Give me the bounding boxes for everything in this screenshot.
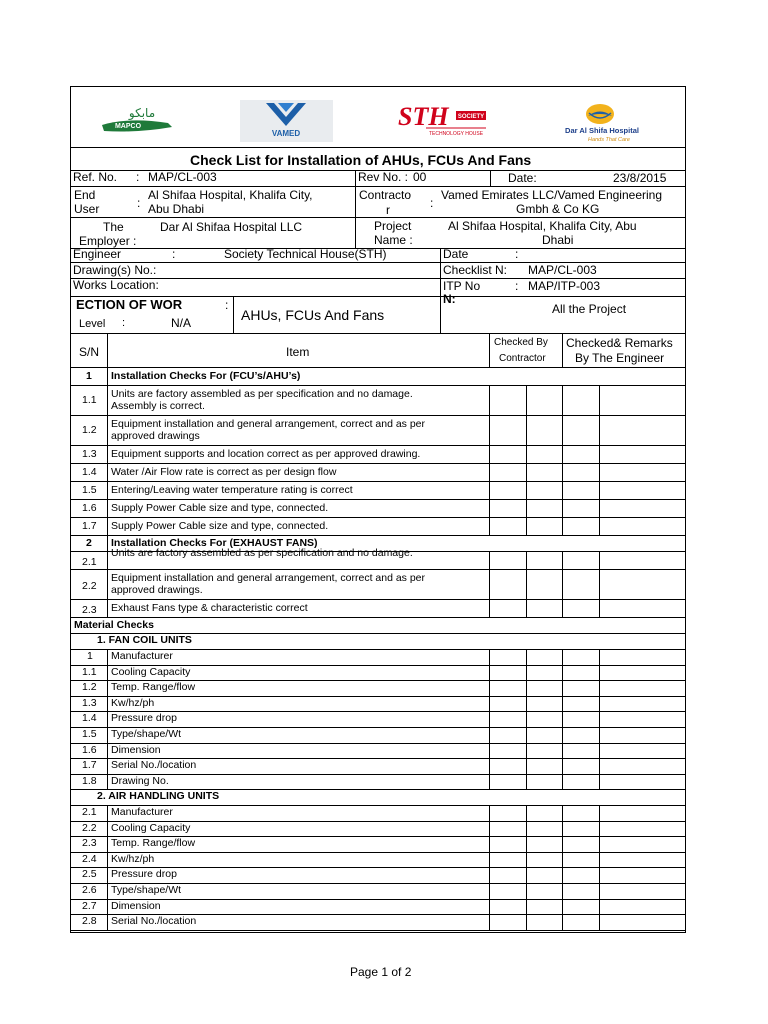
row-sn: 2.1: [82, 806, 97, 818]
date2-label: Date: [443, 247, 469, 261]
engineer-colon: :: [172, 247, 176, 261]
itp-colon: :: [515, 279, 519, 293]
row-item-line2: approved drawings: [111, 430, 200, 442]
row-item: Equipment supports and location correct as per approved drawing.: [111, 448, 421, 460]
sth-logo-badge: SOCIETY: [457, 114, 485, 120]
row-sn: 2.2: [82, 580, 97, 592]
row-sn: 2.3: [82, 837, 97, 850]
row-item-line2: approved drawings.: [111, 584, 203, 596]
end-user-label-2: User: [74, 202, 100, 216]
col-header-checked-by-1: Checked By: [494, 337, 548, 348]
row-item: Temp. Range/flow: [111, 837, 196, 850]
row-sn: 2.2: [82, 821, 97, 834]
row-sn: 1.5: [82, 484, 97, 496]
end-user-colon: :: [137, 196, 141, 210]
rev-no-label: Rev No. :: [358, 170, 409, 184]
row-item: Pressure drop: [111, 868, 177, 881]
checklist-value: MAP/CL-003: [528, 263, 597, 277]
engineer-label: Engineer: [73, 247, 122, 261]
row-item: Equipment installation and general arrangement, correct and as per: [111, 418, 426, 430]
engineer-value: Society Technical House(STH): [224, 247, 387, 261]
row-item: Pressure drop: [111, 712, 177, 725]
contractor-value-2: Gmbh & Co KG: [516, 202, 600, 216]
sth-logo: [396, 99, 488, 141]
page-title: Check List for Installation of AHUs, FCUs And Fans: [190, 152, 532, 168]
row-item: Type/shape/Wt: [111, 728, 182, 740]
ref-no-value: MAP/CL-003: [148, 170, 217, 184]
section-number: 1: [86, 370, 92, 382]
row-sn: 1.8: [82, 774, 97, 787]
row-item: Temp. Range/flow: [111, 681, 196, 694]
mapco-logo-en: MAPCO: [114, 123, 142, 130]
row-sn: 1.4: [82, 466, 97, 478]
row-item: Drawing No.: [111, 774, 169, 787]
works-location-label: Works Location:: [73, 278, 159, 292]
dar-al-shifa-logo: [555, 99, 650, 145]
row-item: Supply Power Cable size and type, connected.: [111, 502, 329, 514]
row-sn: 1.3: [82, 448, 97, 460]
row-sn: 1.2: [82, 424, 97, 436]
ref-no-label: Ref. No.: [73, 170, 118, 184]
row-item: Type/shape/Wt: [111, 884, 182, 896]
project-label-1: Project: [374, 219, 412, 233]
row-item: Dimension: [111, 899, 161, 912]
contractor-colon: :: [430, 196, 434, 210]
row-item: Manufacturer: [111, 806, 173, 818]
date-label: Date:: [508, 171, 537, 185]
vamed-logo: [240, 100, 333, 142]
date-value: 23/8/2015: [613, 171, 667, 185]
col-header-sn: S/N: [79, 345, 100, 359]
row-sn: 2.8: [82, 915, 97, 928]
row-sn: 1.2: [82, 681, 97, 694]
row-sn: 2.6: [82, 884, 97, 896]
ahu-heading: 2. AIR HANDLING UNITS: [97, 790, 220, 803]
mapco-logo-ar: مابكو: [128, 106, 156, 120]
row-item: Exhaust Fans type & characteristic correct: [111, 602, 308, 614]
level-colon: :: [122, 317, 126, 329]
n-label: N:: [443, 292, 456, 306]
row-sn: 1.1: [82, 665, 97, 678]
drawing-no-label: Drawing(s) No.:: [73, 263, 157, 277]
row-sn: 2.5: [82, 868, 97, 881]
level-label: Level: [79, 318, 106, 330]
material-checks-heading: Material Checks: [74, 619, 154, 631]
row-sn: 1.7: [82, 759, 97, 772]
row-item: Units are factory assembled as per specification and no damage.: [111, 547, 413, 559]
contractor-value-1: Vamed Emirates LLC/Vamed Engineering: [441, 188, 663, 202]
sth-logo-text: STH: [398, 102, 449, 131]
employer-label-2: Employer :: [79, 234, 137, 248]
row-item: Water /Air Flow rate is correct as per design flow: [111, 466, 337, 478]
vamed-logo-text: VAMED: [271, 129, 301, 138]
fcu-heading: 1. FAN COIL UNITS: [97, 634, 192, 646]
page-number: Page 1 of 2: [350, 965, 412, 979]
level-value: N/A: [171, 316, 192, 330]
row-item: Kw/hz/ph: [111, 852, 155, 865]
project-value-1: Al Shifaa Hospital, Khalifa City, Abu: [448, 219, 637, 233]
row-item: Dimension: [111, 743, 161, 756]
section-title: Installation Checks For (EXHAUST FANS): [111, 537, 318, 549]
project-value-2: Dhabi: [542, 233, 574, 247]
scope-value: All the Project: [552, 302, 627, 316]
row-sn: 1.6: [82, 743, 97, 756]
row-sn: 2.4: [82, 852, 97, 865]
section-of-work-label: ECTION OF WOR: [76, 297, 183, 312]
col-header-item: Item: [286, 345, 310, 359]
project-label-2: Name :: [374, 233, 413, 247]
col-header-remarks-1: Checked& Remarks: [566, 336, 673, 350]
date2-colon: :: [515, 247, 519, 261]
col-header-checked-by-2: Contractor: [499, 353, 546, 364]
end-user-value-2: Abu Dhabi: [148, 202, 205, 216]
itp-label: ITP No: [443, 279, 481, 293]
row-item: Cooling Capacity: [111, 665, 191, 678]
contractor-label-1: Contracto: [359, 188, 412, 202]
section-number: 2: [86, 537, 92, 549]
row-sn: 1.1: [82, 394, 97, 406]
end-user-value-1: Al Shifaa Hospital, Khalifa City,: [148, 188, 313, 202]
end-user-label-1: End: [74, 188, 96, 202]
row-item: Units are factory assembled as per specification and no damage.: [111, 388, 413, 400]
row-sn: 1.5: [82, 728, 97, 740]
checklist-label: Checklist N:: [443, 263, 508, 277]
row-item: Entering/Leaving water temperature rating is correct: [111, 484, 353, 496]
row-sn: 1.4: [82, 712, 97, 725]
itp-value: MAP/ITP-003: [528, 279, 601, 293]
row-sn: 2.1: [82, 556, 97, 568]
row-item: Equipment installation and general arrangement, correct and as per: [111, 572, 426, 584]
employer-value: Dar Al Shifaa Hospital LLC: [160, 220, 303, 234]
employer-label-1: The: [103, 220, 124, 234]
section-of-work-value: AHUs, FCUs And Fans: [241, 307, 385, 323]
row-item-line2: Assembly is correct.: [111, 400, 205, 412]
row-item: Kw/hz/ph: [111, 696, 155, 709]
mapco-logo: [98, 103, 178, 135]
dar-al-shifa-name: Dar Al Shifa Hospital: [565, 126, 639, 135]
section-of-work-colon: :: [225, 298, 229, 312]
row-sn: 2.7: [82, 899, 97, 912]
row-item: Manufacturer: [111, 650, 173, 662]
row-sn: 1.3: [82, 696, 97, 709]
row-item: Supply Power Cable size and type, connected.: [111, 520, 329, 532]
dar-al-shifa-tagline: Hands That Care: [588, 137, 630, 143]
row-sn: 2.3: [82, 604, 97, 616]
sth-logo-sub: TECHNOLOGY HOUSE: [428, 131, 484, 137]
row-sn: 1.6: [82, 502, 97, 514]
row-item: Cooling Capacity: [111, 821, 191, 834]
row-item: Serial No./location: [111, 759, 197, 772]
row-sn: 1.7: [82, 520, 97, 532]
rev-no-value: 00: [413, 170, 427, 184]
contractor-label-2: r: [386, 203, 390, 217]
col-header-remarks-2: By The Engineer: [575, 351, 665, 365]
row-item: Serial No./location: [111, 915, 197, 928]
row-sn: 1: [87, 650, 93, 662]
ref-no-colon: :: [136, 170, 140, 184]
section-title: Installation Checks For (FCU’s/AHU’s): [111, 370, 301, 382]
